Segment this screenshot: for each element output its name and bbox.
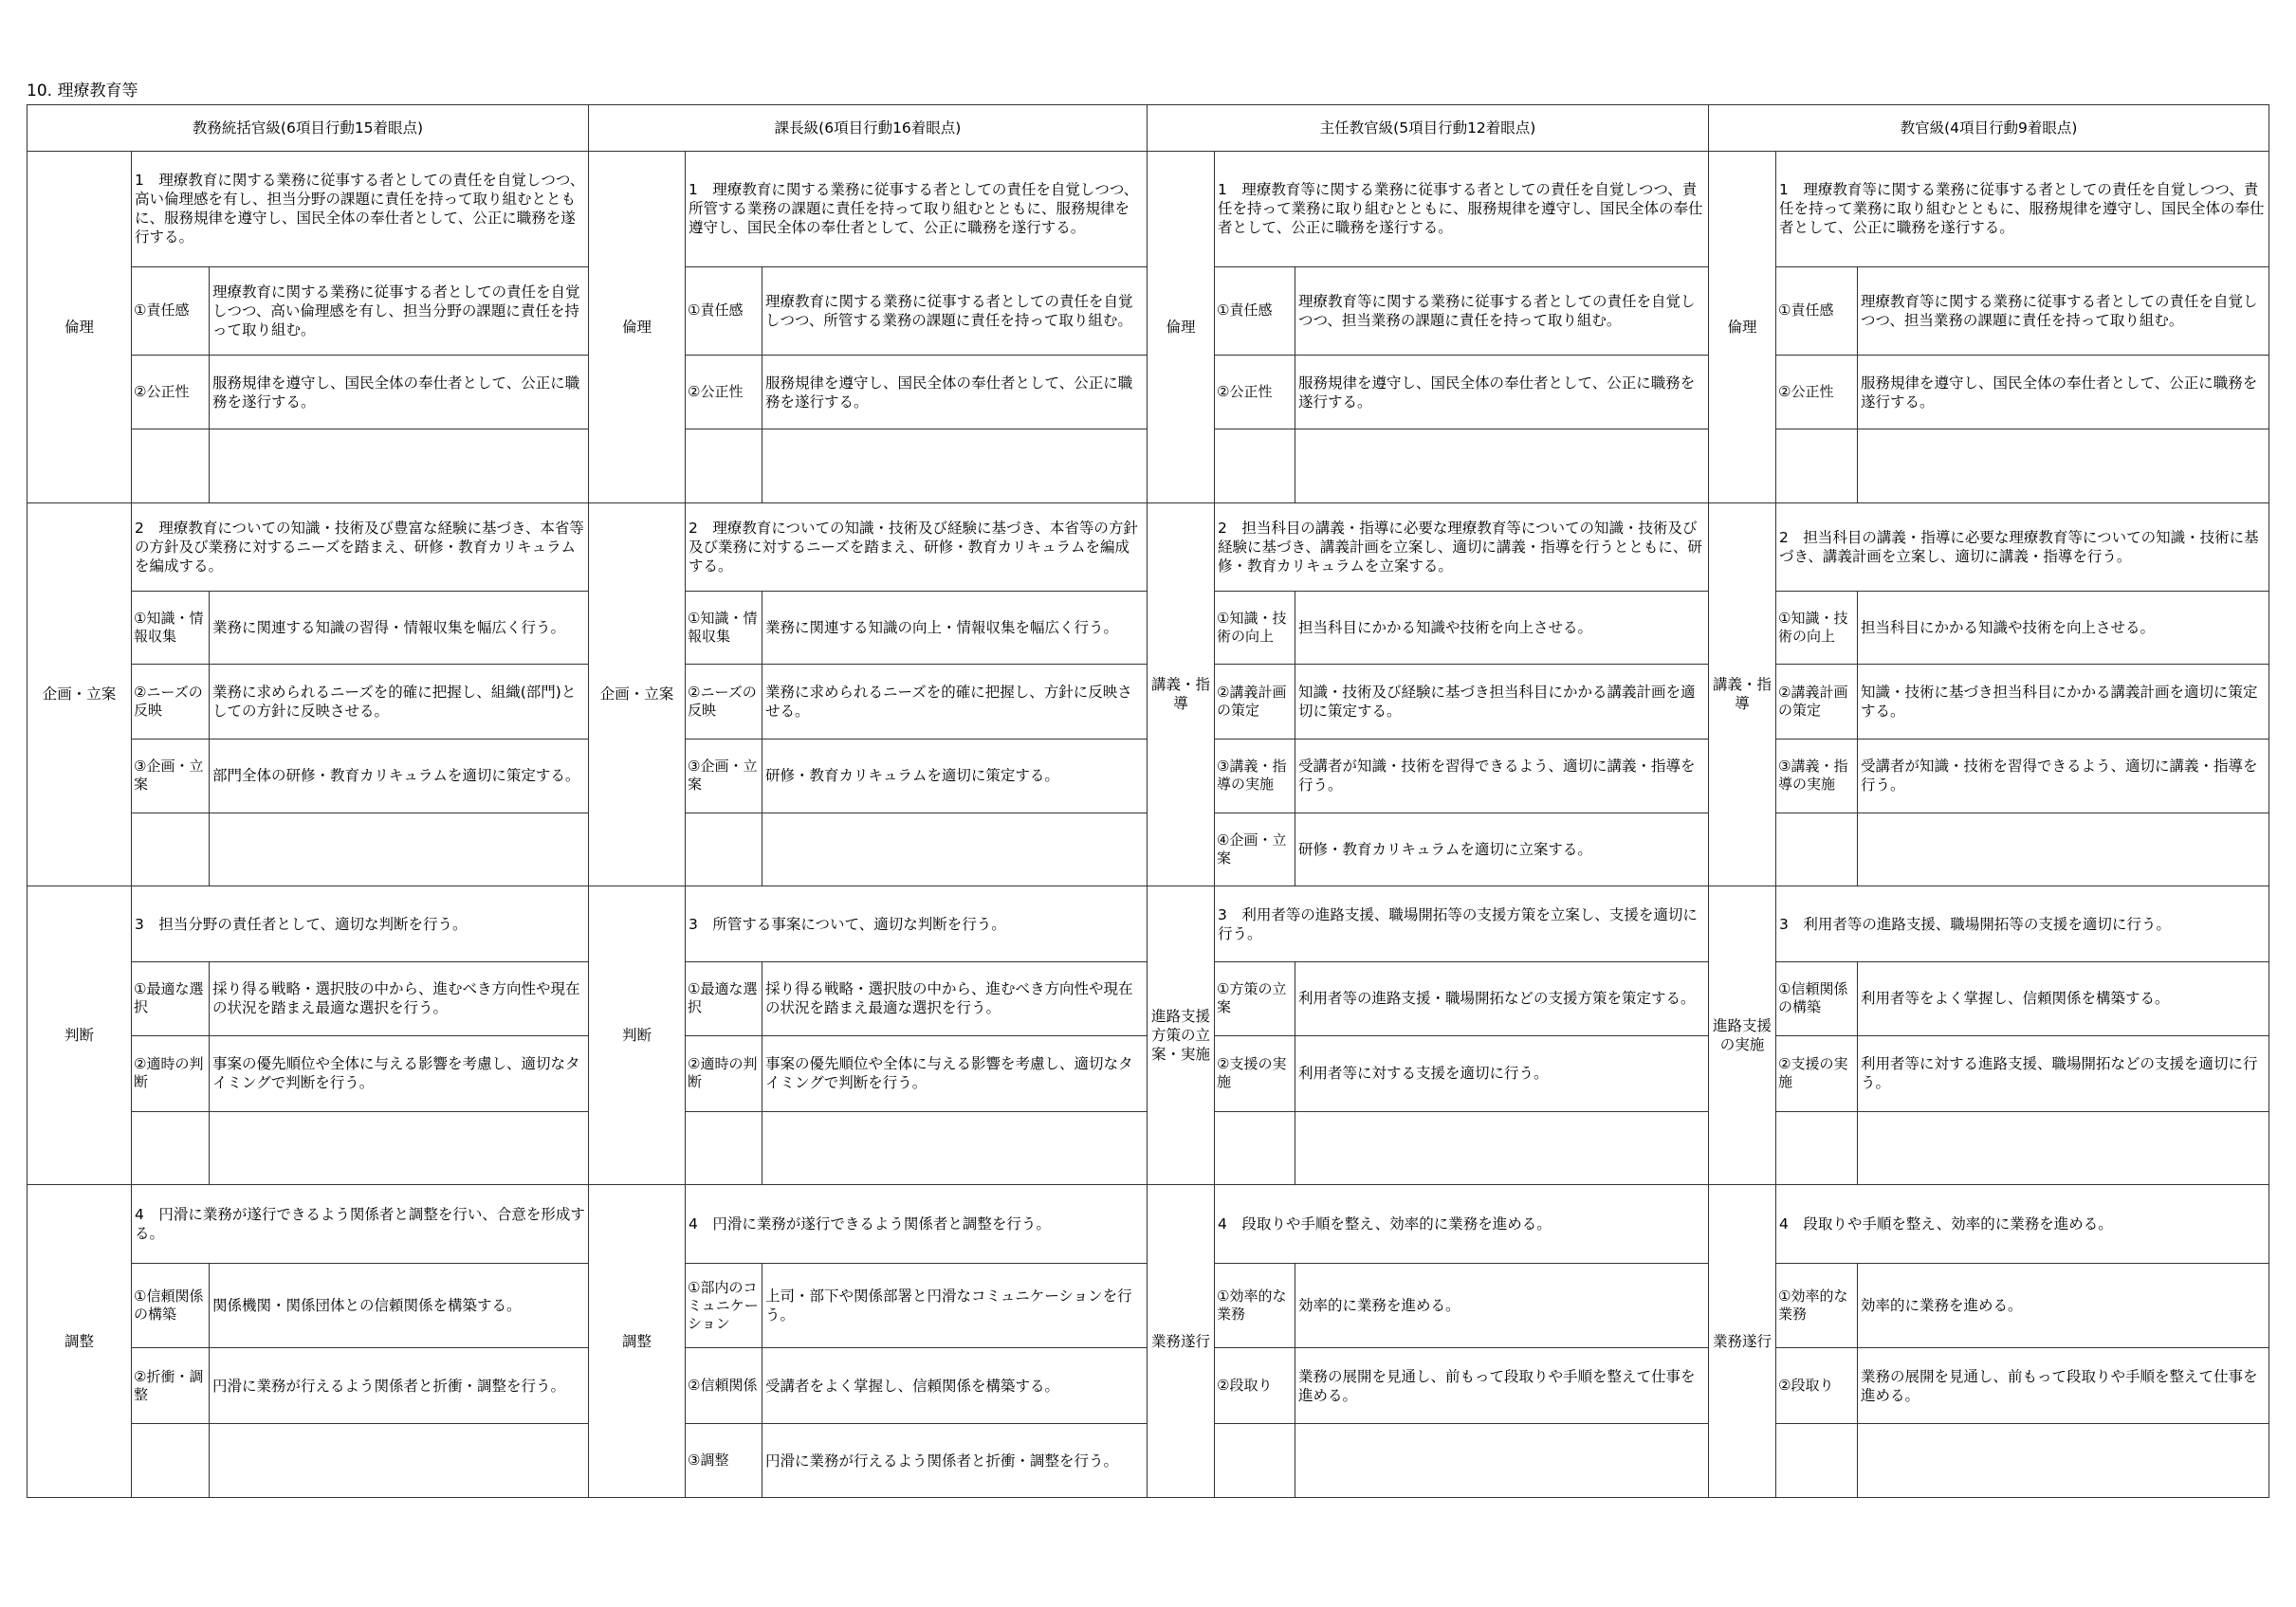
category-cell: 業務遂行	[1148, 1185, 1215, 1498]
viewpoint-label: ①知識・情報収集	[686, 592, 762, 665]
blank-cell	[210, 1424, 589, 1498]
competency-statement: 3 利用者等の進路支援、職場開拓等の支援を適切に行う。	[1776, 886, 2269, 962]
blank-cell	[1776, 429, 1858, 502]
competency-statement: 2 担当科目の講義・指導に必要な理療教育等についての知識・技術及び経験に基づき、講義計画を立案し、適切に講義・指導を行うとともに、研修・教育カリキュラムを立案する。	[1215, 502, 1709, 591]
competency-statement: 1 理療教育等に関する業務に従事する者としての責任を自覚しつつ、責任を持って業務に取り組むとともに、服務規律を遵守し、国民全体の奉仕者として、公正に職務を遂行する。	[1215, 151, 1709, 266]
evaluation-table	[27, 104, 2268, 1498]
competency-statement: 4 円滑に業務が遂行できるよう関係者と調整を行う。	[686, 1185, 1148, 1264]
competency-statement: 2 理療教育についての知識・技術及び豊富な経験に基づき、本省等の方針及び業務に対するニーズを踏まえ、研修・教育カリキュラムを編成する。	[132, 502, 589, 591]
viewpoint-description: 採り得る戦略・選択肢の中から、進むべき方向性や現在の状況を踏まえ最適な選択を行う。	[762, 962, 1148, 1035]
blank-cell	[1215, 1111, 1295, 1184]
viewpoint-label: ②支援の実施	[1215, 1035, 1295, 1111]
blank-cell	[210, 813, 589, 886]
category-cell: 講義・指導	[1148, 502, 1215, 886]
viewpoint-label: ②公正性	[132, 355, 210, 429]
category-cell: 企画・立案	[589, 502, 686, 886]
blank-cell	[132, 1424, 210, 1498]
blank-cell	[762, 813, 1148, 886]
viewpoint-description: 部門全体の研修・教育カリキュラムを適切に策定する。	[210, 740, 589, 813]
viewpoint-description: 効率的に業務を進める。	[1295, 1264, 1709, 1348]
viewpoint-label: ①信頼関係の構築	[1776, 962, 1858, 1035]
viewpoint-description: 業務に関連する知識の習得・情報収集を幅広く行う。	[210, 592, 589, 665]
viewpoint-label: ①知識・技術の向上	[1215, 592, 1295, 665]
page-title: 10. 理療教育等	[27, 82, 138, 100]
viewpoint-description: 利用者等の進路支援・職場開拓などの支援方策を策定する。	[1295, 962, 1709, 1035]
category-cell: 判断	[589, 886, 686, 1185]
viewpoint-description: 採り得る戦略・選択肢の中から、進むべき方向性や現在の状況を踏まえ最適な選択を行う。	[210, 962, 589, 1035]
viewpoint-label: ①責任感	[1776, 266, 1858, 355]
viewpoint-label: ②ニーズの反映	[132, 665, 210, 740]
viewpoint-label: ①効率的な業務	[1776, 1264, 1858, 1348]
blank-cell	[1858, 429, 2269, 502]
competency-statement: 2 理療教育についての知識・技術及び経験に基づき、本省等の方針及び業務に対するニーズを踏まえ、研修・教育カリキュラムを編成する。	[686, 502, 1148, 591]
viewpoint-description: 知識・技術に基づき担当科目にかかる講義計画を適切に策定する。	[1858, 665, 2269, 740]
viewpoint-description: 研修・教育カリキュラムを適切に策定する。	[762, 740, 1148, 813]
viewpoint-label: ①効率的な業務	[1215, 1264, 1295, 1348]
viewpoint-label: ①最適な選択	[686, 962, 762, 1035]
viewpoint-description: 理療教育等に関する業務に従事する者としての責任を自覚しつつ、担当業務の課題に責任を持って取り組む。	[1295, 266, 1709, 355]
competency-statement: 3 利用者等の進路支援、職場開拓等の支援方策を立案し、支援を適切に行う。	[1215, 886, 1709, 962]
blank-cell	[1776, 1111, 1858, 1184]
viewpoint-description: 理療教育等に関する業務に従事する者としての責任を自覚しつつ、担当業務の課題に責任を持って取り組む。	[1858, 266, 2269, 355]
evaluation-grid	[27, 104, 2269, 1498]
viewpoint-label: ②適時の判断	[132, 1035, 210, 1111]
competency-statement: 2 担当科目の講義・指導に必要な理療教育等についての知識・技術に基づき、講義計画を立案し、適切に講義・指導を行う。	[1776, 502, 2269, 591]
blank-cell	[132, 1111, 210, 1184]
competency-statement: 4 円滑に業務が遂行できるよう関係者と調整を行い、合意を形成する。	[132, 1185, 589, 1264]
viewpoint-description: 担当科目にかかる知識や技術を向上させる。	[1858, 592, 2269, 665]
blank-cell	[1858, 1424, 2269, 1498]
viewpoint-label: ④企画・立案	[1215, 813, 1295, 886]
viewpoint-description: 円滑に業務が行えるよう関係者と折衝・調整を行う。	[210, 1348, 589, 1424]
category-cell: 倫理	[28, 151, 132, 502]
blank-cell	[1295, 1111, 1709, 1184]
category-cell: 倫理	[1148, 151, 1215, 502]
category-cell: 調整	[589, 1185, 686, 1498]
viewpoint-description: 担当科目にかかる知識や技術を向上させる。	[1295, 592, 1709, 665]
viewpoint-label: ②信頼関係	[686, 1348, 762, 1424]
competency-statement: 3 担当分野の責任者として、適切な判断を行う。	[132, 886, 589, 962]
viewpoint-label: ②ニーズの反映	[686, 665, 762, 740]
viewpoint-label: ②講義計画の策定	[1215, 665, 1295, 740]
blank-cell	[1295, 1424, 1709, 1498]
category-cell: 講義・指導	[1709, 502, 1776, 886]
viewpoint-description: 受講者が知識・技術を習得できるよう、適切に講義・指導を行う。	[1295, 740, 1709, 813]
viewpoint-label: ②講義計画の策定	[1776, 665, 1858, 740]
viewpoint-description: 利用者等に対する支援を適切に行う。	[1295, 1035, 1709, 1111]
blank-cell	[762, 429, 1148, 502]
viewpoint-description: 受講者をよく掌握し、信頼関係を構築する。	[762, 1348, 1148, 1424]
viewpoint-description: 知識・技術及び経験に基づき担当科目にかかる講義計画を適切に策定する。	[1295, 665, 1709, 740]
viewpoint-label: ②適時の判断	[686, 1035, 762, 1111]
viewpoint-description: 服務規律を遵守し、国民全体の奉仕者として、公正に職務を遂行する。	[762, 355, 1148, 429]
blank-cell	[1776, 1424, 1858, 1498]
viewpoint-label: ③企画・立案	[132, 740, 210, 813]
viewpoint-description: 利用者等に対する進路支援、職場開拓などの支援を適切に行う。	[1858, 1035, 2269, 1111]
viewpoint-description: 理療教育に関する業務に従事する者としての責任を自覚しつつ、高い倫理感を有し、担当分野の課題に責任を持って取り組む。	[210, 266, 589, 355]
competency-statement: 1 理療教育に関する業務に従事する者としての責任を自覚しつつ、高い倫理感を有し、担当分野の課題に責任を持って取り組むとともに、服務規律を遵守し、国民全体の奉仕者として、公正に職務を遂行する。	[132, 151, 589, 266]
category-cell: 業務遂行	[1709, 1185, 1776, 1498]
viewpoint-label: ②段取り	[1215, 1348, 1295, 1424]
viewpoint-label: ③調整	[686, 1424, 762, 1498]
competency-statement: 4 段取りや手順を整え、効率的に業務を進める。	[1776, 1185, 2269, 1264]
category-cell: 判断	[28, 886, 132, 1185]
viewpoint-description: 効率的に業務を進める。	[1858, 1264, 2269, 1348]
viewpoint-description: 上司・部下や関係部署と円滑なコミュニケーションを行う。	[762, 1264, 1148, 1348]
viewpoint-description: 利用者等をよく掌握し、信頼関係を構築する。	[1858, 962, 2269, 1035]
viewpoint-label: ③企画・立案	[686, 740, 762, 813]
category-cell: 倫理	[1709, 151, 1776, 502]
viewpoint-description: 業務に求められるニーズを的確に把握し、方針に反映させる。	[762, 665, 1148, 740]
viewpoint-description: 受講者が知識・技術を習得できるよう、適切に講義・指導を行う。	[1858, 740, 2269, 813]
viewpoint-description: 事案の優先順位や全体に与える影響を考慮し、適切なタイミングで判断を行う。	[762, 1035, 1148, 1111]
category-cell: 調整	[28, 1185, 132, 1498]
viewpoint-description: 円滑に業務が行えるよう関係者と折衝・調整を行う。	[762, 1424, 1148, 1498]
viewpoint-label: ②段取り	[1776, 1348, 1858, 1424]
level-header-1: 教務統括官級(6項目行動15着眼点)	[28, 105, 589, 152]
blank-cell	[1776, 813, 1858, 886]
viewpoint-description: 関係機関・関係団体との信頼関係を構築する。	[210, 1264, 589, 1348]
viewpoint-label: ③講義・指導の実施	[1215, 740, 1295, 813]
blank-cell	[1215, 429, 1295, 502]
competency-statement: 1 理療教育に関する業務に従事する者としての責任を自覚しつつ、所管する業務の課題に責任を持って取り組むとともに、服務規律を遵守し、国民全体の奉仕者として、公正に職務を遂行する。	[686, 151, 1148, 266]
viewpoint-label: ③講義・指導の実施	[1776, 740, 1858, 813]
blank-cell	[210, 1111, 589, 1184]
blank-cell	[1858, 813, 2269, 886]
viewpoint-description: 研修・教育カリキュラムを適切に立案する。	[1295, 813, 1709, 886]
viewpoint-description: 業務の展開を見通し、前もって段取りや手順を整えて仕事を進める。	[1858, 1348, 2269, 1424]
category-cell: 進路支援方策の立案・実施	[1148, 886, 1215, 1185]
viewpoint-description: 業務の展開を見通し、前もって段取りや手順を整えて仕事を進める。	[1295, 1348, 1709, 1424]
viewpoint-label: ②折衝・調整	[132, 1348, 210, 1424]
viewpoint-label: ①責任感	[132, 266, 210, 355]
level-header-4: 教官級(4項目行動9着眼点)	[1709, 105, 2269, 152]
level-header-2: 課長級(6項目行動16着眼点)	[589, 105, 1148, 152]
viewpoint-description: 業務に求められるニーズを的確に把握し、組織(部門)としての方針に反映させる。	[210, 665, 589, 740]
viewpoint-description: 服務規律を遵守し、国民全体の奉仕者として、公正に職務を遂行する。	[210, 355, 589, 429]
blank-cell	[686, 813, 762, 886]
viewpoint-label: ①知識・情報収集	[132, 592, 210, 665]
blank-cell	[210, 429, 589, 502]
viewpoint-label: ①責任感	[686, 266, 762, 355]
level-header-3: 主任教官級(5項目行動12着眼点)	[1148, 105, 1709, 152]
blank-cell	[686, 1111, 762, 1184]
viewpoint-label: ①知識・技術の向上	[1776, 592, 1858, 665]
viewpoint-label: ①最適な選択	[132, 962, 210, 1035]
blank-cell	[762, 1111, 1148, 1184]
viewpoint-description: 服務規律を遵守し、国民全体の奉仕者として、公正に職務を遂行する。	[1858, 355, 2269, 429]
blank-cell	[686, 429, 762, 502]
category-cell: 進路支援の実施	[1709, 886, 1776, 1185]
viewpoint-description: 事案の優先順位や全体に与える影響を考慮し、適切なタイミングで判断を行う。	[210, 1035, 589, 1111]
viewpoint-label: ①部内のコミュニケーション	[686, 1264, 762, 1348]
competency-statement: 4 段取りや手順を整え、効率的に業務を進める。	[1215, 1185, 1709, 1264]
blank-cell	[132, 813, 210, 886]
blank-cell	[1858, 1111, 2269, 1184]
viewpoint-label: ②公正性	[686, 355, 762, 429]
competency-statement: 1 理療教育等に関する業務に従事する者としての責任を自覚しつつ、責任を持って業務に取り組むとともに、服務規律を遵守し、国民全体の奉仕者として、公正に職務を遂行する。	[1776, 151, 2269, 266]
category-cell: 企画・立案	[28, 502, 132, 886]
viewpoint-description: 服務規律を遵守し、国民全体の奉仕者として、公正に職務を遂行する。	[1295, 355, 1709, 429]
viewpoint-label: ①方策の立案	[1215, 962, 1295, 1035]
category-cell: 倫理	[589, 151, 686, 502]
viewpoint-description: 理療教育に関する業務に従事する者としての責任を自覚しつつ、所管する業務の課題に責任を持って取り組む。	[762, 266, 1148, 355]
blank-cell	[132, 429, 210, 502]
viewpoint-label: ①信頼関係の構築	[132, 1264, 210, 1348]
viewpoint-label: ②公正性	[1215, 355, 1295, 429]
competency-statement: 3 所管する事案について、適切な判断を行う。	[686, 886, 1148, 962]
blank-cell	[1295, 429, 1709, 502]
viewpoint-description: 業務に関連する知識の向上・情報収集を幅広く行う。	[762, 592, 1148, 665]
viewpoint-label: ②公正性	[1776, 355, 1858, 429]
blank-cell	[1215, 1424, 1295, 1498]
viewpoint-label: ①責任感	[1215, 266, 1295, 355]
viewpoint-label: ②支援の実施	[1776, 1035, 1858, 1111]
